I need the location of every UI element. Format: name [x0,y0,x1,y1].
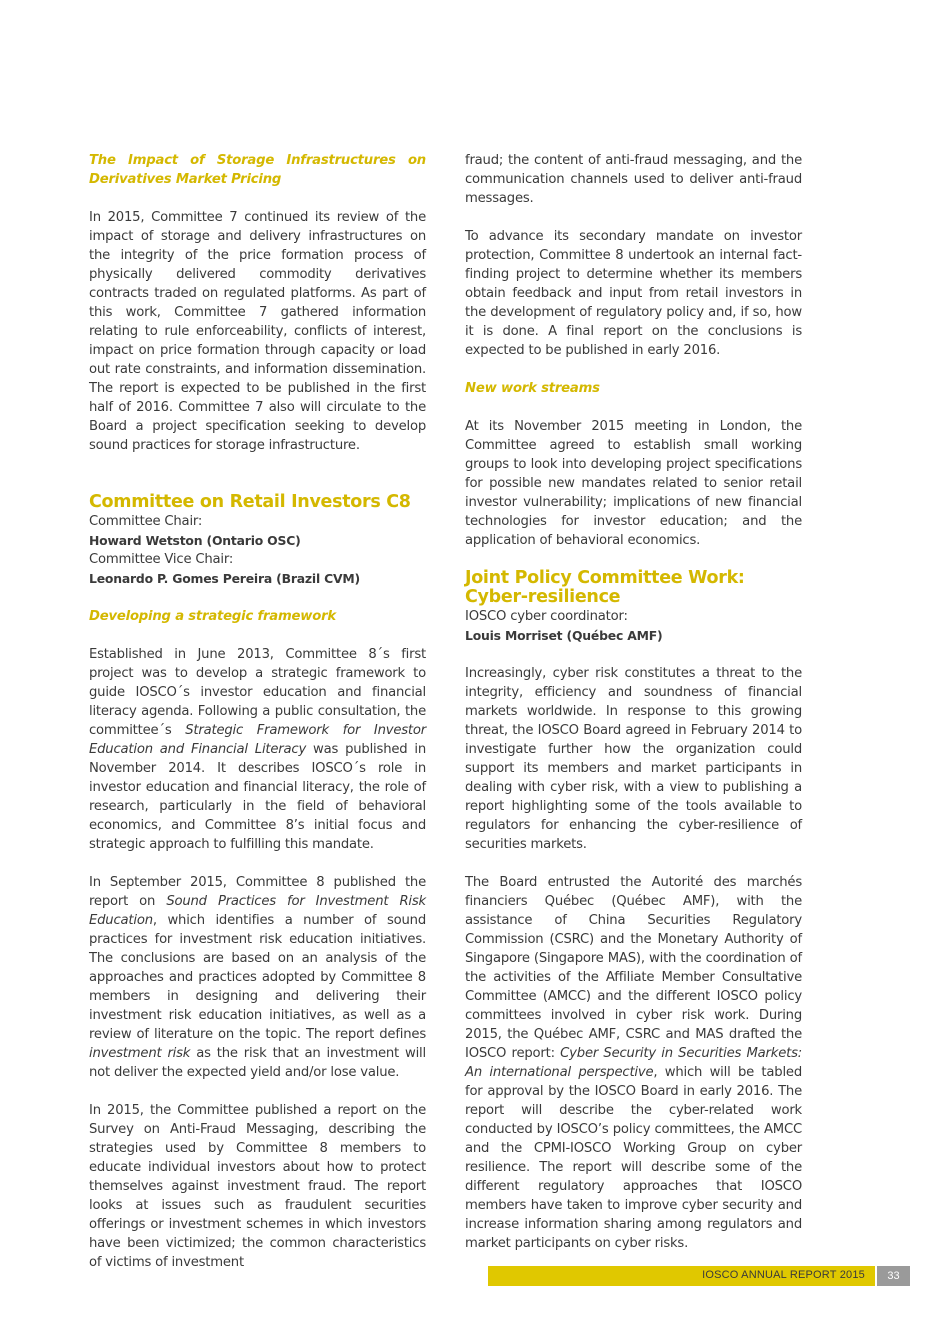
sept-text-b: , which identifies a number of sound practices for investment risk education initiatives. The conclusions are based on an analysis of the approaches and practices adopted by Committee 8 members in designing and delivering their investment risk education initiatives, as well as a review of literature on the topic. The report defines [89,913,426,1042]
vice-chair-label: Committee Vice Chair: [89,552,234,567]
framework-title-italic: Strategic Framework for Investor Education and Financial Literacy [89,723,426,757]
footer-report-title: IOSCO ANNUAL REPORT 2015 [702,1269,865,1281]
coordinator-label: IOSCO cyber coordinator: [465,609,628,624]
sept-italic-title: Sound Practices for Investment Risk Education [89,894,426,928]
anti-fraud-paragraph: In 2015, the Committee published a report on the Survey on Anti-Fraud Messaging, describing the strategies used by Committee 8 members to educate individual investors about how to protect themselves against investment fraud. The report looks at issues such as fraudulent securities offerings or investment schemes in which investors have been victimized; the common characteristics of victims of investment [89,1103,426,1270]
new-work-paragraph: At its November 2015 meeting in London, the Committee agreed to establish small working groups to look into developing project specifications for possible new mandates related to senior retail investor vulnerability; implications of new financial technologies for investor education; and the application of behavioral economics. [465,419,802,548]
left-column [89,151,426,1272]
joint-heading-line-1: Joint Policy Committee Work: [465,568,745,588]
framework-paragraph [89,645,426,854]
secondary-mandate-paragraph: To advance its secondary mandate on investor protection, Committee 8 undertook an internal fact-finding project to determine whether its members obtain feedback and input from retail investors in the development of regulatory policy and, if so, how it is done. A final report on the conclusions is expected to be published in early 2016. [465,229,802,358]
joint-heading-line-2: Cyber-resilience [465,587,621,607]
framework-text-a: Established in June 2013, Committee 8´s first project was to develop a strategic framework to guide IOSCO´s investor education and financial literacy agenda. Following a public consultation, the committee´s [89,647,426,738]
new-work-heading: New work streams [465,381,600,396]
cyber-text-b: , which will be tabled for approval by the IOSCO Board in early 2016. The report will describe the cyber-related work conducted by IOSCO’s policy committees, the AMCC and the CPMI-IOSCO Working Group on cyber resilience. The report will describe some of the different regulatory approaches that IOSCO members have taken to improve cyber security and increase information sharing among regulators and market participants on cyber risks. [465,1065,802,1251]
coordinator-name: Louis Morriset (Québec AMF) [465,628,663,643]
right-column [465,151,802,1253]
vice-chair-name: Leonardo P. Gomes Pereira (Brazil CVM) [89,571,361,586]
cyber-report-title: Cyber Security in Securities Markets: An international perspective [465,1046,802,1080]
storage-paragraph: In 2015, Committee 7 continued its review of the impact of storage and delivery infrastructures on the integrity of the price formation process of physically delivered commodity derivatives contracts traded on regulated platforms. As part of this work, Committee 7 gathered information relating to rule enforceability, conflicts of interest, impact on price formation through capacity or load out rate constraints, and information dissemination. The report is expected to be published in the first half of 2016. Committee 7 also will circulate to the Board a project specification seeking to develop sound practices for storage infrastructure. [89,210,426,453]
september-paragraph [89,873,426,1082]
fraud-continued-paragraph: fraud; the content of anti-fraud messaging, and the communication channels used to deliver anti-fraud messages. [465,153,802,206]
cyber-paragraph-1: Increasingly, cyber risk constitutes a threat to the integrity, efficiency and soundness of financial markets worldwide. In response to this growing threat, the IOSCO Board agreed in February 2014 to investigate further how the organization could support its members and market participants in dealing with cyber risk, with a view to publishing a report highlighting some of the tools available to regulators for enhancing the cyber-resilience of securities markets. [465,666,802,852]
chair-label: Committee Chair: [89,514,203,529]
storage-heading: The Impact of Storage Infrastructures on Derivatives Market Pricing [89,153,426,187]
framework-heading: Developing a strategic framework [89,609,336,624]
footer-bar [488,1266,875,1286]
framework-text-b: was published in November 2014. It describes IOSCO´s role in investor education and financial literacy, the role of research, particularly in the field of behavioral economics, and Committee 8’s initial focus and strategic approach to fulfilling this mandate. [89,742,426,852]
c8-heading: Committee on Retail Investors C8 [89,492,411,512]
cyber-text-a: The Board entrusted the Autorité des marchés financiers Québec (Québec AMF), with the assistance of China Securities Regulatory Commission (CSRC) and the Monetary Authority of Singapore (Singapore MAS), with the coordination of the activities of the Affiliate Member Consultative Committee (AMCC) and the different IOSCO policy committees involved in cyber risk work. During 2015, the Québec AMF, CSRC and MAS drafted the IOSCO report: [465,875,802,1061]
sept-text-c: as the risk that an investment will not deliver the expected yield and/or lose value. [89,1046,426,1080]
chair-name: Howard Wetston (Ontario OSC) [89,533,301,548]
cyber-paragraph-2 [465,873,802,1253]
sept-italic-term: investment risk [89,1046,191,1061]
sept-text-a: In September 2015, Committee 8 published the report on [89,875,426,909]
page-number: 33 [877,1266,910,1286]
